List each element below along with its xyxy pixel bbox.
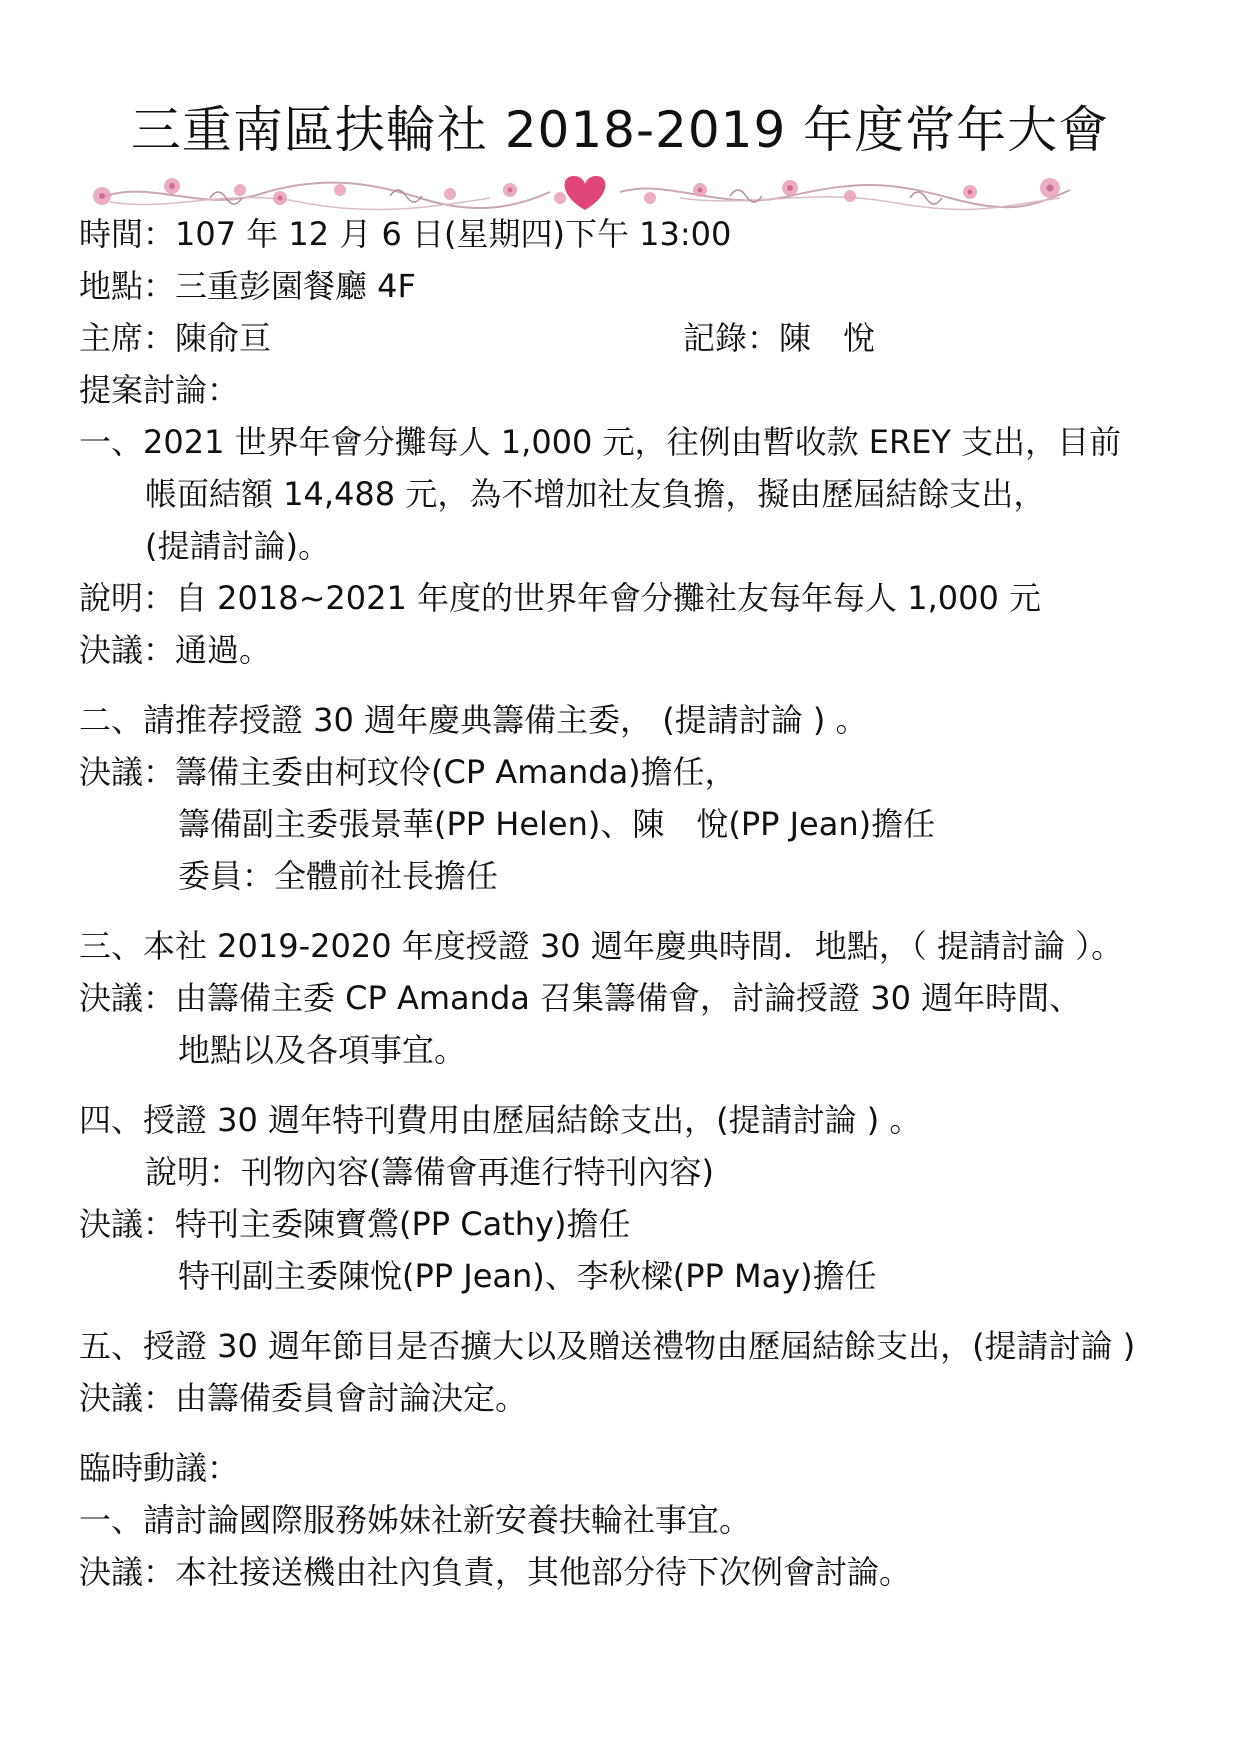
proposals-heading: 提案討論：	[79, 371, 240, 409]
extempore-1-line-1: 一、請討論國際服務姊妹社新安養扶輪社事宜。	[79, 1501, 752, 1539]
proposal-4-resolution-2: 特刊副主委陳悅(PP Jean)、李秋樑(PP May)擔任	[178, 1257, 877, 1295]
proposal-5-resolution: 決議：由籌備委員會討論決定。	[79, 1379, 528, 1417]
proposal-1-resolution: 決議：通過。	[79, 631, 272, 669]
proposal-4-resolution-1: 決議：特刊主委陳寶鶯(PP Cathy)擔任	[79, 1205, 631, 1243]
proposal-4-note: 說明：刊物內容(籌備會再進行特刊內容)	[145, 1153, 714, 1191]
extempore-heading: 臨時動議：	[79, 1449, 240, 1487]
proposal-3-resolution-1: 決議：由籌備主委 CP Amanda 召集籌備會，討論授證 30 週年時間、	[79, 979, 1082, 1017]
meeting-chair: 主席：陳俞亘	[79, 319, 272, 357]
proposal-2-line-1: 二、請推荐授證 30 週年慶典籌備主委， (提請討論 ) 。	[79, 701, 868, 739]
floral-divider-decoration	[90, 168, 1080, 218]
proposal-1-line-2: 帳面結額 14,488 元，為不增加社友負擔，擬由歷屆結餘支出，	[145, 475, 1046, 513]
extempore-1-resolution: 決議：本社接送機由社內負責，其他部分待下次例會討論。	[79, 1553, 912, 1591]
proposal-1-line-1: 一、2021 世界年會分攤每人 1,000 元，往例由暫收款 EREY 支出，目前	[79, 423, 1122, 461]
proposal-2-resolution-1: 決議：籌備主委由柯玟伶(CP Amanda)擔任，	[79, 753, 737, 791]
proposal-5-line-1: 五、授證 30 週年節目是否擴大以及贈送禮物由歷屆結餘支出，(提請討論 )	[79, 1327, 1136, 1365]
proposal-3-resolution-2: 地點以及各項事宜。	[178, 1031, 467, 1069]
meeting-time: 時間：107 年 12 月 6 日(星期四)下午 13:00	[79, 215, 732, 253]
proposal-1-line-3: (提請討論)。	[145, 527, 330, 565]
proposal-2-resolution-3: 委員：全體前社長擔任	[178, 857, 499, 895]
proposal-3-line-1: 三、本社 2019-2020 年度授證 30 週年慶典時間．地點，（ 提請討論 ）。	[79, 927, 1124, 965]
proposal-2-resolution-2: 籌備副主委張景華(PP Helen)、陳 悅(PP Jean)擔任	[178, 805, 936, 843]
meeting-place: 地點：三重彭園餐廳 4F	[79, 267, 416, 305]
meeting-recorder: 記錄：陳 悅	[683, 319, 876, 357]
proposal-1-note: 說明：自 2018~2021 年度的世界年會分攤社友每年每人 1,000 元	[79, 579, 1041, 617]
document-title: 三重南區扶輪社 2018-2019 年度常年大會	[130, 101, 1110, 159]
proposal-4-line-1: 四、授證 30 週年特刊費用由歷屆結餘支出，(提請討論 ) 。	[79, 1101, 922, 1139]
